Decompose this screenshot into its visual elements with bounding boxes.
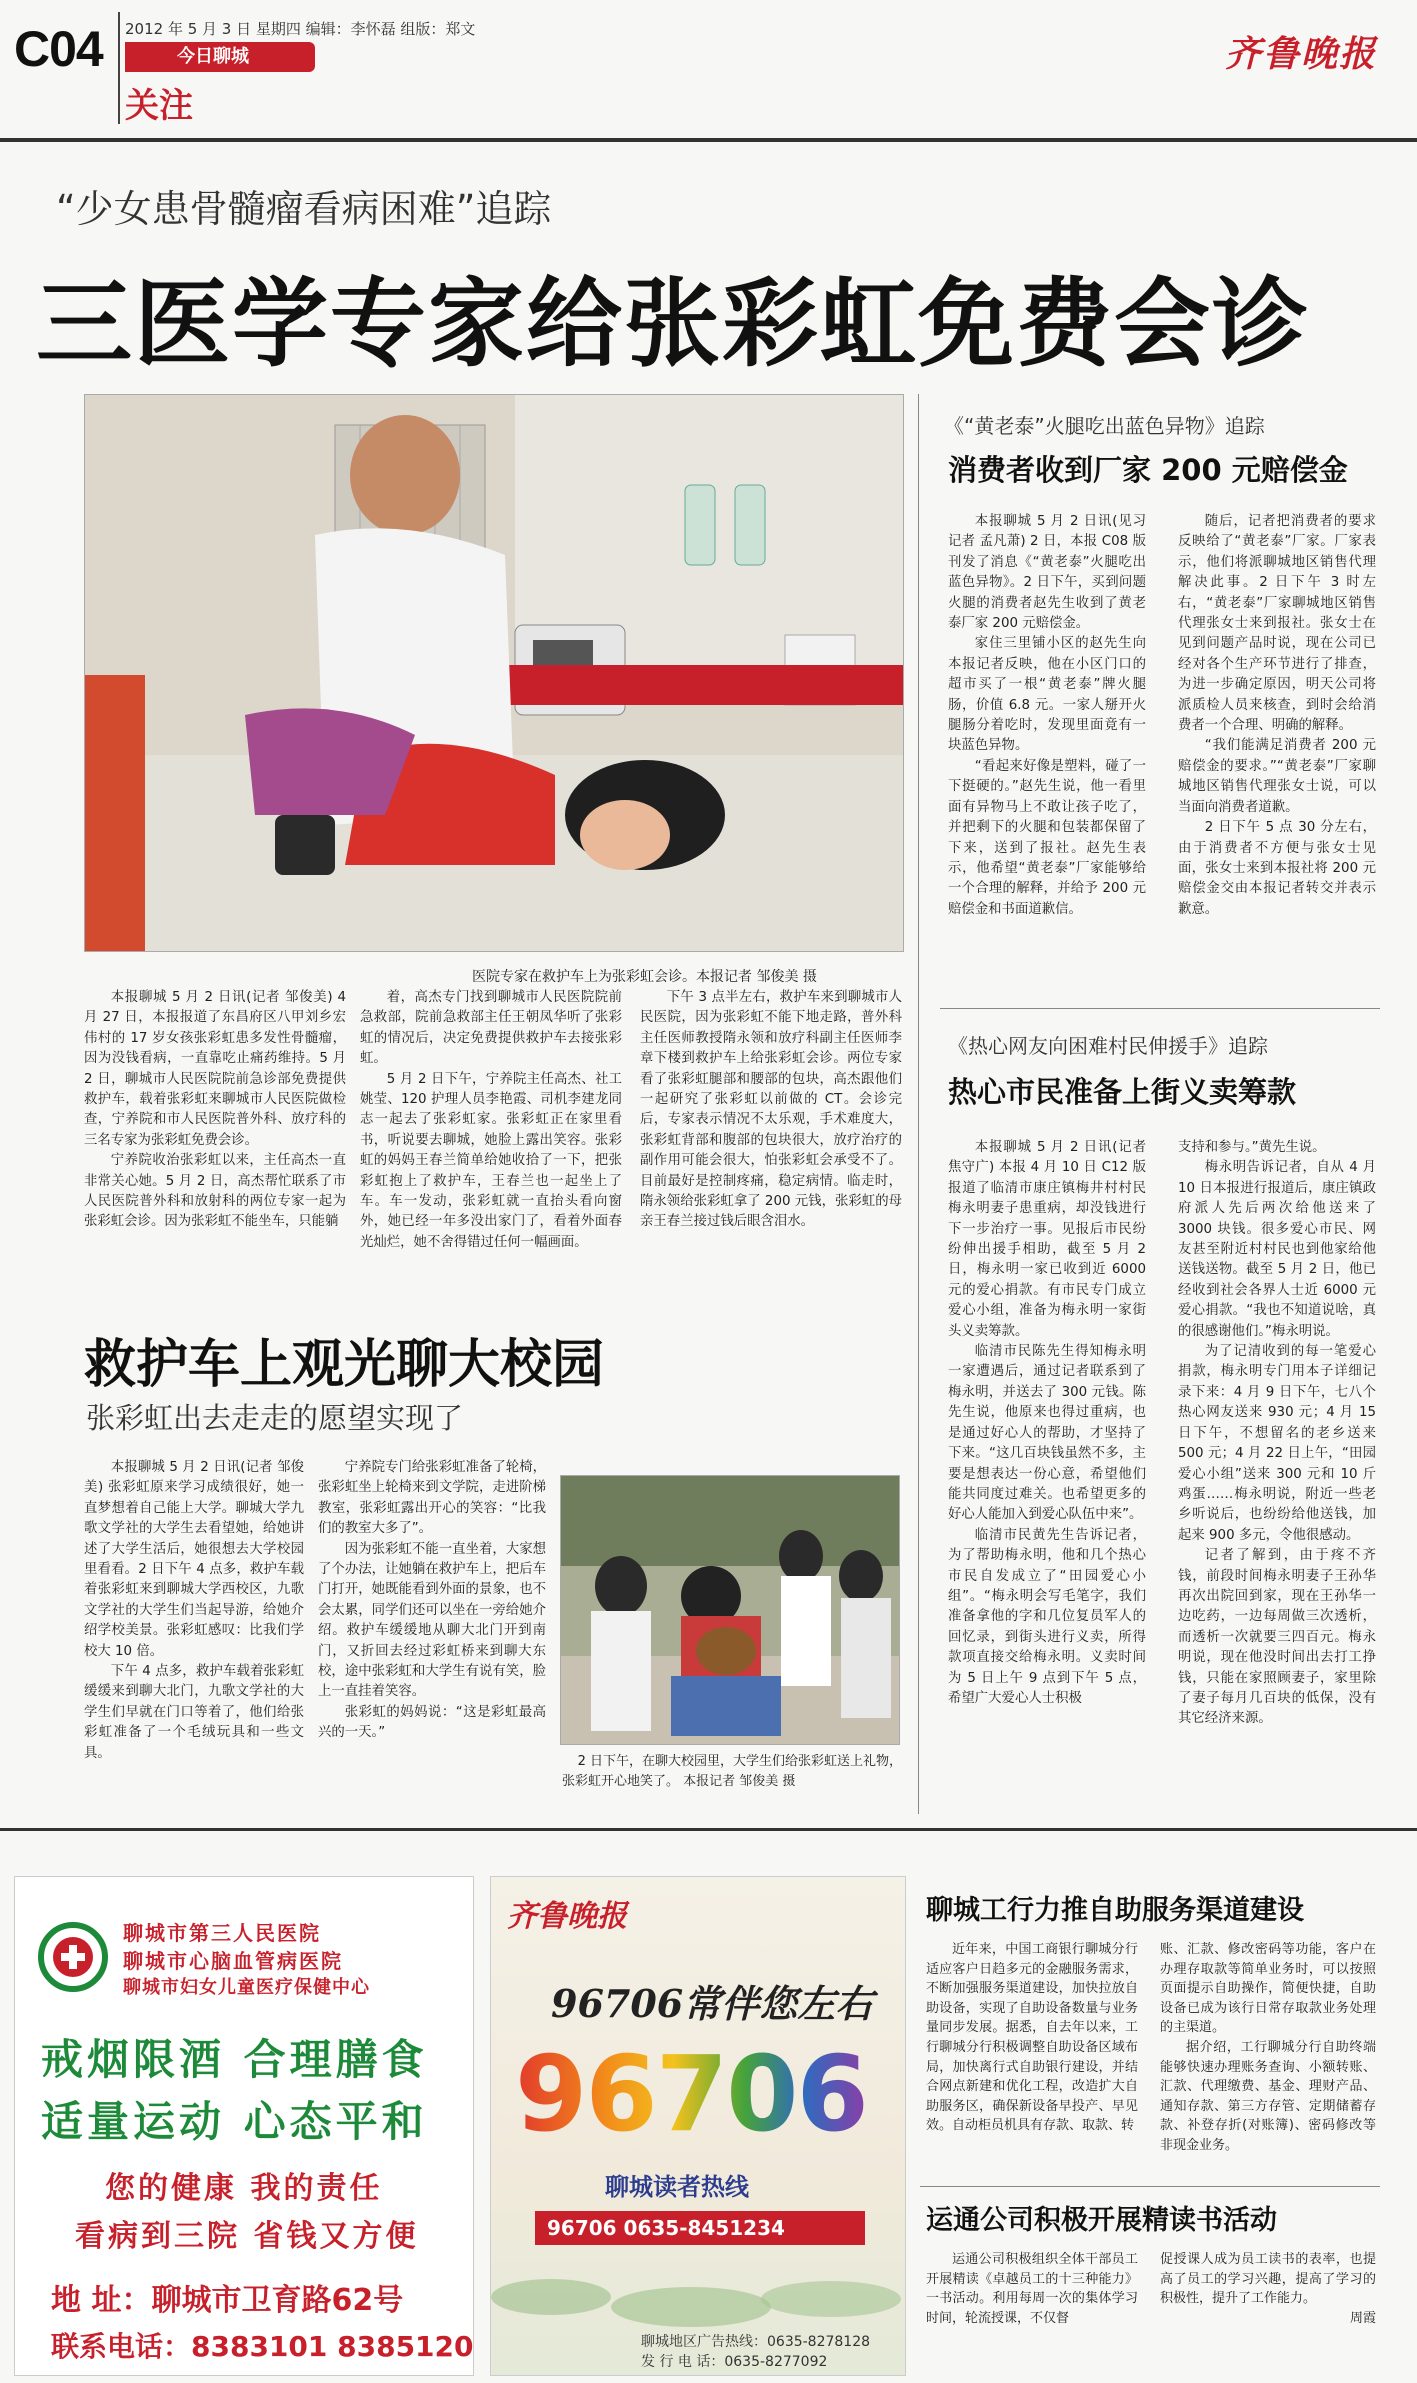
paragraph: 记者了解到，由于疼不齐钱，前段时间梅永明妻子王孙华再次出院回到家，现在王孙华一边吃药，一边每周做三次透析，而透析一次就要三四百元。梅永明说，现在他没时间出去打工挣钱，只能在家照顾妻子，家里除了妻子每月几百块的低保，没有其它经济来源。 bbox=[1178, 1548, 1376, 1727]
ad-issue-phone: 发 行 电 话：0635-8277092 bbox=[641, 2354, 828, 2370]
news1-headline: 聊城工行力推自助服务渠道建设 bbox=[926, 1895, 1304, 1926]
hospital-ad bbox=[14, 1876, 474, 2376]
side1-column-2 bbox=[1178, 512, 1376, 996]
lead-photo-caption: 医院专家在救护车上为张彩虹会诊。本报记者 邹俊美 摄 bbox=[472, 969, 817, 985]
story2-subtitle: 张彩虹出去走走的愿望实现了 bbox=[86, 1401, 464, 1435]
hospital-phone: 联系电话：8383101 8385120 bbox=[51, 2330, 474, 2363]
page-code: C04 bbox=[14, 21, 103, 77]
ad-hotline-numbers: 96706 0635-8451234 bbox=[535, 2211, 865, 2245]
hospital-emblem-icon bbox=[37, 1921, 109, 1993]
ad-tagline: 96706常伴您左右 bbox=[551, 1981, 874, 2026]
paragraph: 张彩虹的妈妈说：“这是彩虹最高兴的一天。” bbox=[318, 1704, 546, 1741]
photo-illustration bbox=[85, 395, 904, 952]
news2-column-2 bbox=[1160, 2250, 1376, 2360]
paragraph: 为了记清收到的每一笔爱心捐款，梅永明专门用本子详细记录下来：4 月 9 日下午，七八个热心网友送来 930 元；4 月 15 日下午，不想留名的老乡送来 500 元；4 月 22 日上午，“田园爱心小组”送来 300 元和 10 斤鸡蛋……梅永明说，附近一些老乡听说后，也纷纷给他送钱，加起来 900 多元，令他很感动。 bbox=[1178, 1344, 1376, 1543]
hospital-motto-2: 看病到三院 省钱又方便 bbox=[75, 2219, 419, 2254]
side2-column-1 bbox=[948, 1138, 1146, 1814]
paragraph: 支持和参与。”黄先生说。 bbox=[1178, 1140, 1326, 1155]
story2-headline: 救护车上观光聊大校园 bbox=[84, 1335, 605, 1395]
caption-text: 2 日下午，在聊大校园里，大学生们给张彩虹送上礼物，张彩虹开心地笑了。 本报记者 邹俊美 摄 bbox=[562, 1754, 902, 1789]
section-divider bbox=[940, 1008, 1380, 1009]
paragraph: 下午 4 点多，救护车载着张彩虹缓缓来到聊大北门，九歌文学社的大学生们早就在门口等着了，他们给张彩虹准备了一个毛绒玩具和一些文具。 bbox=[84, 1664, 304, 1761]
ad-hotline-label: 聊城读者热线 bbox=[605, 2173, 749, 2201]
paragraph: 宁养院收治张彩虹以来，主任高杰一直非常关心她。5 月 2 日，高杰帮忙联系了市人民医院普外科和放射科的两位专家一起为张彩虹会诊。因为张彩虹不能坐车，只能躺 bbox=[84, 1153, 346, 1230]
paragraph: 本报聊城 5 月 2 日讯(记者 邹俊美) 4 月 27 日，本报报道了东昌府区八甲刘乡宏伟村的 17 岁女孩张彩虹患多发性骨髓瘤，因为没钱看病，一直靠吃止痛药维持。5 月 2 日，聊城市人民医院院前急诊部免费提供救护车，载着张彩虹来聊城市人民医院做检查，宁养院和市人民医院普外科、放疗科的三名专家为张彩虹免费会诊。 bbox=[84, 990, 346, 1148]
news1-column-1 bbox=[926, 1940, 1138, 2174]
side2-kicker: 《热心网友向困难村民伸援手》追踪 bbox=[948, 1034, 1268, 1058]
paragraph: 因为张彩虹不能一直坐着，大家想了个办法，让她躺在救护车上，把后车门打开，她既能看到外面的景象，也不会太累，同学们还可以坐在一旁给她介绍。救护车缓缓地从聊大北门开到南门，又折回去经过彩虹桥来到聊大东校，途中张彩虹和大学生有说有笑，脸上一直挂着笑容。 bbox=[318, 1541, 546, 1700]
health-slogan-2: 适量运动 心态平和 bbox=[41, 2097, 428, 2146]
story2-photo-caption bbox=[562, 1752, 902, 1796]
header-divider bbox=[118, 12, 120, 124]
paragraph: “看起来好像是塑料，碰了一下挺硬的。”赵先生说，他一看里面有异物马上不敢让孩子吃了，并把剩下的火腿和包装都保留了下来，送到了报社。赵先生表示，他希望“黄老泰”厂家能够给一个合理的解释，并给予 200 元赔偿金和书面道歉信。 bbox=[948, 758, 1146, 917]
hospital-motto-1: 您的健康 我的责任 bbox=[105, 2171, 383, 2206]
paragraph: 梅永明告诉记者，自从 4 月 10 日本报进行报道后，康庄镇政府派人先后两次给他送来了 3000 块钱。很多爱心市民、网友甚至附近村村民也到他家给他送钱送物。截至 5 月 2 日，他已经收到社会各界人士近 6000 元爱心捐款。“我也不知道说啥，真的很感谢他们。”梅永明说。 bbox=[1178, 1160, 1376, 1339]
paragraph: 运通公司积极组织全体干部员工开展精读《卓越员工的十三种能力》一书活动。利用每周一次的集体学习时间，轮流授课，不仅督 bbox=[926, 2252, 1138, 2326]
hospital-name-3: 聊城市妇女儿童医疗保健中心 bbox=[123, 1977, 370, 1998]
paragraph: “我们能满足消费者 200 元赔偿金的要求。”“黄老泰”厂家聊城地区销售代理张女士说，可以当面向消费者道歉。 bbox=[1178, 738, 1376, 815]
column-tab: 今日聊城 bbox=[125, 42, 315, 72]
news2-column-1 bbox=[926, 2250, 1138, 2360]
byline: 周霞 bbox=[1349, 2310, 1376, 2326]
lead-column-3 bbox=[640, 988, 902, 1288]
ad-logo: 齐鲁晚报 bbox=[507, 1899, 627, 1934]
photo-illustration bbox=[561, 1476, 900, 1745]
section-name: 关注 bbox=[125, 86, 193, 126]
paragraph: 账、汇款、修改密码等功能，客户在办理存取款等简单业务时，可以按照页面提示自助操作，简便快捷，自助设备已成为该行日常存取款业务处理的主渠道。 bbox=[1160, 1942, 1376, 2036]
story2-column-2 bbox=[318, 1458, 546, 1818]
side2-column-2 bbox=[1178, 1138, 1376, 1814]
campus-visit-photo bbox=[560, 1475, 900, 1745]
paragraph: 本报聊城 5 月 2 日讯(记者 邹俊美) 张彩虹原来学习成绩很好，她一直梦想着自己能上大学。聊城大学九歌文学社的大学生去看望她，给她讲述了大学生活后，她很想去大学校园里看看。2 日下午 4 点多，救护车载着张彩虹来到聊城大学西校区，九歌文学社的大学生们当起导游，给她介绍学校美景。张彩虹感叹：比我们学校大 10 倍。 bbox=[84, 1460, 304, 1659]
column-divider bbox=[918, 394, 919, 1814]
newspaper-logo: 齐鲁晚报 bbox=[1225, 33, 1378, 75]
side1-column-1 bbox=[948, 512, 1146, 996]
paragraph: 本报聊城 5 月 2 日讯(记者 焦守广) 本报 4 月 10 日 C12 版报道了临清市康庄镇梅井村村民梅永明妻子患重病，却没钱进行下一步治疗一事。见报后市民纷纷伸出援手相助，截至 5 月 2 日，梅永明一家已收到近 6000 元的爱心捐款。有市民专门成立爱心小组，准备为梅永明一家街头义卖筹款。 bbox=[948, 1140, 1146, 1339]
paragraph: 宁养院专门给张彩虹准备了轮椅，张彩虹坐上轮椅来到文学院，走进阶梯教室，张彩虹露出开心的笑容：“比我们的教室大多了”。 bbox=[318, 1460, 546, 1537]
paragraph: 据介绍，工行聊城分行自助终端能够快速办理账务查询、小额转账、汇款、代理缴费、基金、理财产品、通知存款、第三方存管、定期储蓄存款、补登存折(对账簿)、密码修改等非现金业务。 bbox=[1160, 2039, 1376, 2153]
story2-column-1 bbox=[84, 1458, 304, 1818]
hospital-name-2: 聊城市心脑血管病医院 bbox=[123, 1949, 343, 1973]
lead-column-1 bbox=[84, 988, 346, 1288]
paragraph: 促授课人成为员工读书的表率，也提高了员工的学习兴趣，提高了学习的积极性，提升了工作能力。 bbox=[1160, 2252, 1376, 2307]
paragraph: 随后，记者把消费者的要求反映给了“黄老泰”厂家。厂家表示，他们将派聊城地区销售代理解决此事。2 日下午 3 时左右，“黄老泰”厂家聊城地区销售代理张女士来到报社。张女士在见到问题产品时说，现在公司已经对各个生产环节进行了排查，为进一步确定原因，明天公司将派质检人员来核查，到时会给消费者一个合理、明确的解释。 bbox=[1178, 514, 1376, 734]
paragraph: 着，高杰专门找到聊城市人民医院院前急救部，院前急救部主任王朝凤华听了张彩虹的情况后，决定免费提供救护车去接张彩虹。 bbox=[360, 990, 622, 1067]
news1-column-2 bbox=[1160, 1940, 1376, 2174]
paragraph: 5 月 2 日下午，宁养院主任高杰、社工姚莹、120 护理人员李艳霞、司机李建龙同志一起去了张彩虹家。张彩虹正在家里看书，听说要去聊城，她脸上露出笑容。张彩虹的妈妈王春兰简单给她收拾了一下，把张彩虹抱上了救护车，王春兰也一起坐上了车。车一发动，张彩虹就一直抬头看向窗外，她已经一年多没出家门了，看着外面春光灿烂，她不舍得错过任何一幅画面。 bbox=[360, 1071, 622, 1250]
lead-kicker: “少女患骨髓瘤看病困难”追踪 bbox=[56, 187, 552, 231]
paragraph: 家住三里铺小区的赵先生向本报记者反映，他在小区门口的超市买了一根“黄老泰”牌火腿肠，价值 6.8 元。一家人掰开火腿肠分着吃时，发现里面竟有一块蓝色异物。 bbox=[948, 636, 1146, 754]
lead-headline: 三医学专家给张彩虹免费会诊 bbox=[36, 268, 1310, 380]
health-slogan-1: 戒烟限酒 合理膳食 bbox=[41, 2035, 428, 2084]
paragraph: 近年来，中国工商银行聊城分行适应客户日趋多元的金融服务需求，不断加强服务渠道建设，加快拉放自助设备，实现了自助设备数量与业务量同步发展。据悉，自去年以来，工行聊城分行积极调整自助设备区域布局，加快离行式自助银行建设，并结合网点新建和优化工程，改造扩大自助服务区，确保新设备早投产、早见效。自动柜员机具有存款、取款、转 bbox=[926, 1942, 1138, 2134]
paragraph: 下午 3 点半左右，救护车来到聊城市人民医院，因为张彩虹不能下地走路，普外科主任医师教授隋永领和放疗科副主任医师李章下楼到救护车上给张彩虹会诊。两位专家看了张彩虹腿部和腰部的包块，高杰跟他们一起研究了张彩虹以前做的 CT。会诊完后，专家表示情况不太乐观，手术难度大，张彩虹背部和腹部的包块很大，放疗治疗的副作用可能会很大，怕张彩虹会承受不了。目前最好是控制疼痛，稳定病情。临走时，隋永领给张彩虹拿了 200 元钱，张彩虹的母亲王春兰接过钱后眼含泪水。 bbox=[640, 990, 902, 1230]
paragraph: 临清市民黄先生告诉记者，为了帮助梅永明，他和几个热心市民自发成立了“田园爱心小组”。“梅永明会写毛笔字，我们准备拿他的字和几位复员军人的回忆录，到街头进行义卖，所得款项直接交给梅永明。义卖时间为 5 日上午 9 点到下午 5 点，希望广大爱心人士积极 bbox=[948, 1527, 1146, 1706]
bottom-rule bbox=[0, 1828, 1417, 1831]
news2-headline: 运通公司积极开展精读书活动 bbox=[926, 2205, 1277, 2236]
header-rule bbox=[0, 138, 1417, 142]
ad-hotline-number: 96706 bbox=[515, 2033, 867, 2155]
side1-kicker: 《“黄老泰”火腿吃出蓝色异物》追踪 bbox=[944, 414, 1265, 438]
paragraph: 临清市民陈先生得知梅永明一家遭遇后，通过记者联系到了梅永明，并送去了 300 元钱。陈先生说，他原来也得过重病，也是通过好心人的帮助，才坚持了下来。“这几百块钱虽然不多，主要是想表达一份心意，希望他们能共同度过难关。也希望更多的好心人能加入到爱心队伍中来”。 bbox=[948, 1344, 1146, 1523]
section-divider bbox=[920, 2186, 1380, 2187]
side1-headline: 消费者收到厂家 200 元赔偿金 bbox=[948, 453, 1348, 487]
side2-headline: 热心市民准备上街义卖筹款 bbox=[948, 1075, 1297, 1109]
hospital-name-1: 聊城市第三人民医院 bbox=[123, 1921, 321, 1945]
paragraph: 本报聊城 5 月 2 日讯(见习记者 孟凡萧) 2 日，本报 C08 版刊发了消息《“黄老泰”火腿吃出蓝色异物》。2 日下午，买到问题火腿的消费者赵先生收到了黄老泰厂家 200 元赔偿金。 bbox=[948, 514, 1146, 632]
hospital-address: 地 址：聊城市卫育路62号 bbox=[51, 2283, 404, 2318]
newspaper-hotline-ad bbox=[490, 1876, 906, 2376]
issue-meta: 2012 年 5 月 3 日 星期四 编辑：李怀磊 组版：郑文 bbox=[125, 20, 476, 38]
lotus-decoration bbox=[491, 2257, 906, 2327]
lead-column-2 bbox=[360, 988, 622, 1288]
ad-office-phone: 聊城地区广告热线：0635-8278128 bbox=[641, 2334, 871, 2350]
paragraph: 2 日下午 5 点 30 分左右，由于消费者不方便与张女士见面，张女士来到本报社将 200 元赔偿金交由本报记者转交并表示歉意。 bbox=[1178, 820, 1376, 917]
ambulance-consultation-photo bbox=[84, 394, 904, 952]
